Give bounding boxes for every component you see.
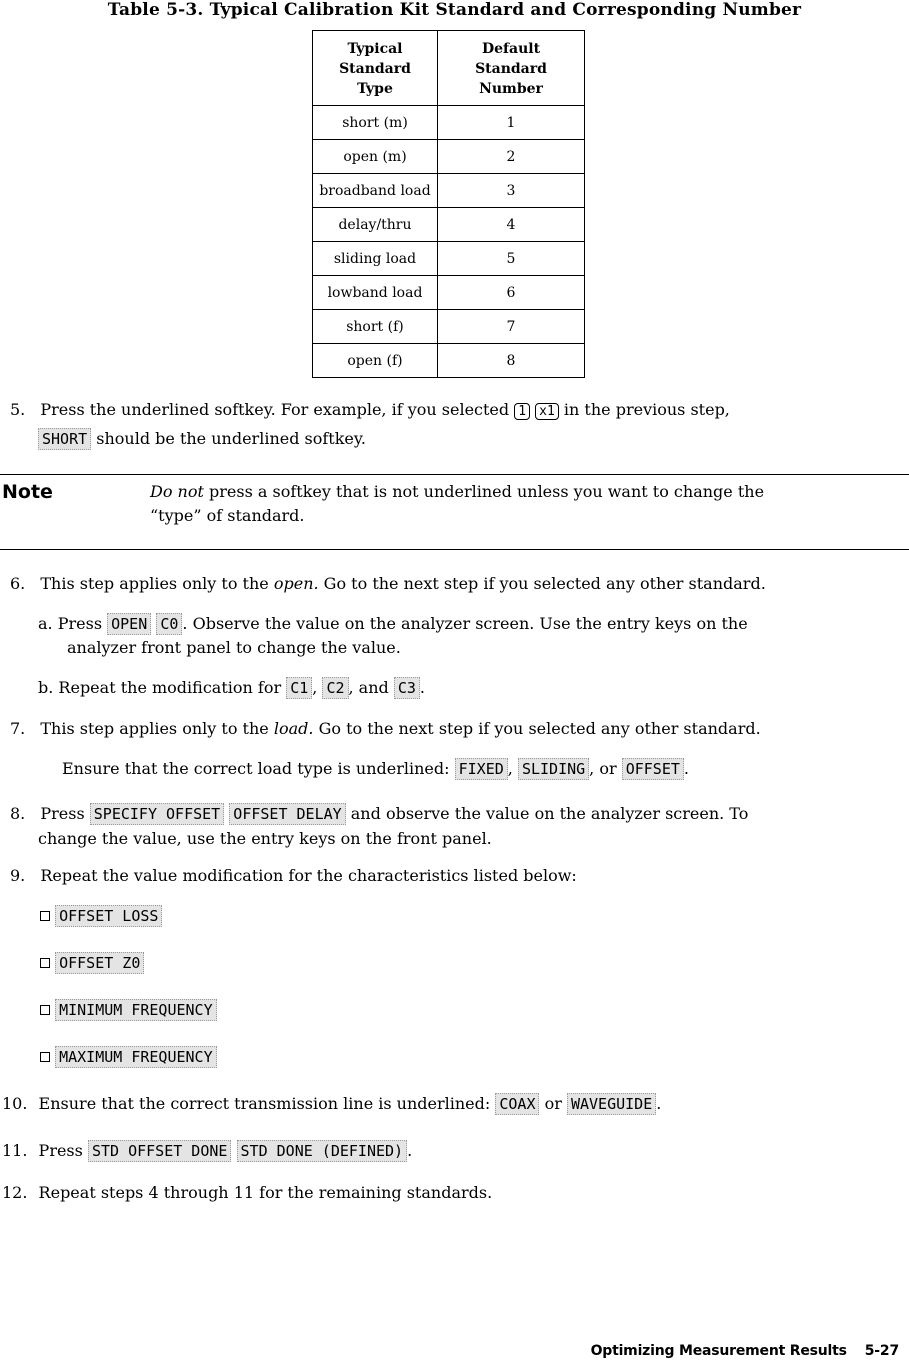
table-row [313, 242, 585, 276]
softkey-maximum-frequency[interactable]: MAXIMUM FREQUENCY [55, 1046, 217, 1068]
note-bottom-rule [0, 549, 909, 550]
step-7 [10, 719, 761, 738]
step-9-list-item [40, 1000, 217, 1019]
cell-standard-number: 5 [438, 242, 585, 276]
or-text: or [544, 1094, 562, 1113]
softkey-coax[interactable]: COAX [495, 1093, 539, 1115]
cell-standard-type: open (f) [313, 344, 438, 378]
step-6 [10, 574, 766, 593]
step-8 [10, 804, 748, 823]
checkbox-bullet-icon [40, 911, 50, 921]
cell-standard-type: lowband load [313, 276, 438, 310]
softkey-offset-delay[interactable]: OFFSET DELAY [229, 803, 345, 825]
softkey-std-done-defined[interactable]: STD DONE (DEFINED) [237, 1140, 408, 1162]
table-row [313, 106, 585, 140]
step-number: 9. [10, 866, 26, 885]
table-body [313, 106, 585, 378]
step-6-text-post: Go to the next step if you selected any other standard. [323, 574, 766, 593]
step-number: 12. [2, 1183, 28, 1202]
footer-section-title: Optimizing Measurement Results [590, 1343, 847, 1359]
step-12 [2, 1183, 492, 1202]
step-number: 5. [10, 400, 26, 419]
softkey-fixed[interactable]: FIXED [455, 758, 508, 780]
note-title: Note [2, 481, 53, 503]
note-text-1: press a softkey that is not underlined unless you want to change the [209, 482, 765, 501]
softkey-waveguide[interactable]: WAVEGUIDE [567, 1093, 656, 1115]
step-7-ensure: Ensure that the correct load type is underlined: FIXED , SLIDING , or OFFSET . [62, 759, 689, 778]
note-emphasis: Do not [150, 482, 204, 501]
step-11: 11. Press STD OFFSET DONE STD DONE (DEFINED) . [2, 1141, 413, 1160]
step-8-text-post: and observe the value on the analyzer screen. To [350, 804, 749, 823]
checkbox-bullet-icon [40, 1005, 50, 1015]
step-7-ensure-text: Ensure that the correct load type is underlined: [62, 759, 450, 778]
softkey-short[interactable]: SHORT [38, 428, 91, 450]
table-header-row [313, 31, 585, 106]
table-row [313, 276, 585, 310]
step-5-line-2 [38, 429, 366, 448]
cell-standard-number: 7 [438, 310, 585, 344]
softkey-offset-loss[interactable]: OFFSET LOSS [55, 905, 162, 927]
step-6a-line-2: analyzer front panel to change the value. [67, 638, 401, 657]
step-10: 10. Ensure that the correct transmission line is underlined: COAX or WAVEGUIDE . [2, 1094, 662, 1113]
header-standard-type: Typical Standard Type [313, 31, 438, 106]
table-row [313, 174, 585, 208]
step-11-text: Press [38, 1141, 83, 1160]
cell-standard-number: 8 [438, 344, 585, 378]
step-5 [10, 400, 730, 419]
cell-standard-type: delay/thru [313, 208, 438, 242]
softkey-c0[interactable]: C0 [156, 613, 182, 635]
page-number: 5-27 [864, 1343, 899, 1359]
cell-standard-number: 1 [438, 106, 585, 140]
cell-standard-number: 2 [438, 140, 585, 174]
step-9-list-item [40, 953, 144, 972]
table-title: Table 5-3. Typical Calibration Kit Standard and Corresponding Number [107, 0, 802, 20]
table-row [313, 208, 585, 242]
softkey-offset[interactable]: OFFSET [622, 758, 684, 780]
step-9-list-item [40, 1047, 217, 1066]
softkey-sliding[interactable]: SLIDING [518, 758, 589, 780]
cell-standard-number: 6 [438, 276, 585, 310]
step-9-text: Repeat the value modification for the characteristics listed below: [40, 866, 577, 885]
step-9-list-item [40, 906, 162, 925]
step-number: 6. [10, 574, 26, 593]
softkey-specify-offset[interactable]: SPECIFY OFFSET [90, 803, 224, 825]
checkbox-bullet-icon [40, 1052, 50, 1062]
step-6b: b. Repeat the modification for C1 , C2 , and C3 . [38, 678, 426, 697]
step-6-emphasis: open. [273, 574, 319, 593]
softkey-c3[interactable]: C3 [394, 677, 420, 699]
note-line-2: “type” of standard. [150, 506, 305, 525]
softkey-std-offset-done[interactable]: STD OFFSET DONE [88, 1140, 231, 1162]
cell-standard-type: open (m) [313, 140, 438, 174]
cell-standard-number: 3 [438, 174, 585, 208]
step-8-text: Press [40, 804, 85, 823]
and-text: , and [348, 678, 389, 697]
step-6b-text: Repeat the modification for [58, 678, 282, 697]
cell-standard-type: short (f) [313, 310, 438, 344]
step-6a-text-post: . Observe the value on the analyzer screen. Use the entry keys on the [182, 614, 748, 633]
step-10-text: Ensure that the correct transmission line is underlined: [38, 1094, 491, 1113]
step-number: 10. [2, 1094, 28, 1113]
step-6-text: This step applies only to the [40, 574, 269, 593]
or-text: , or [589, 759, 617, 778]
cell-standard-type: short (m) [313, 106, 438, 140]
cell-standard-type: sliding load [313, 242, 438, 276]
softkey-offset-z0[interactable]: OFFSET Z0 [55, 952, 144, 974]
step-12-text: Repeat steps 4 through 11 for the remaining standards. [38, 1183, 493, 1202]
step-7-text: This step applies only to the [40, 719, 269, 738]
step-5-text-2: should be the underlined softkey. [96, 429, 366, 448]
table-row [313, 310, 585, 344]
softkey-c1[interactable]: C1 [286, 677, 312, 699]
softkey-c2[interactable]: C2 [322, 677, 348, 699]
step-7-emphasis: load. [273, 719, 314, 738]
step-6a-text: Press [57, 614, 103, 633]
calibration-standards-table [312, 30, 585, 378]
hardkey-1[interactable]: 1 [514, 403, 530, 420]
substep-label: b. [38, 678, 54, 697]
hardkey-x1[interactable]: x1 [535, 403, 559, 420]
header-standard-number: Default Standard Number [438, 31, 585, 106]
step-number: 8. [10, 804, 26, 823]
step-5-text: Press the underlined softkey. For example, if you selected [40, 400, 510, 419]
step-number: 11. [2, 1141, 28, 1160]
step-number: 7. [10, 719, 26, 738]
step-6a [38, 614, 748, 633]
page-footer [591, 1343, 899, 1359]
step-5-text-post: in the previous step, [563, 400, 730, 419]
step-8-line-2: change the value, use the entry keys on the front panel. [38, 829, 492, 848]
step-7-text-post: Go to the next step if you selected any other standard. [318, 719, 761, 738]
note-top-rule [0, 474, 909, 475]
checkbox-bullet-icon [40, 958, 50, 968]
cell-standard-number: 4 [438, 208, 585, 242]
note-line-1 [150, 482, 764, 501]
step-9 [10, 866, 577, 885]
substep-label: a. [38, 614, 53, 633]
table-row [313, 344, 585, 378]
table-row [313, 140, 585, 174]
softkey-open[interactable]: OPEN [107, 613, 151, 635]
cell-standard-type: broadband load [313, 174, 438, 208]
softkey-minimum-frequency[interactable]: MINIMUM FREQUENCY [55, 999, 217, 1021]
